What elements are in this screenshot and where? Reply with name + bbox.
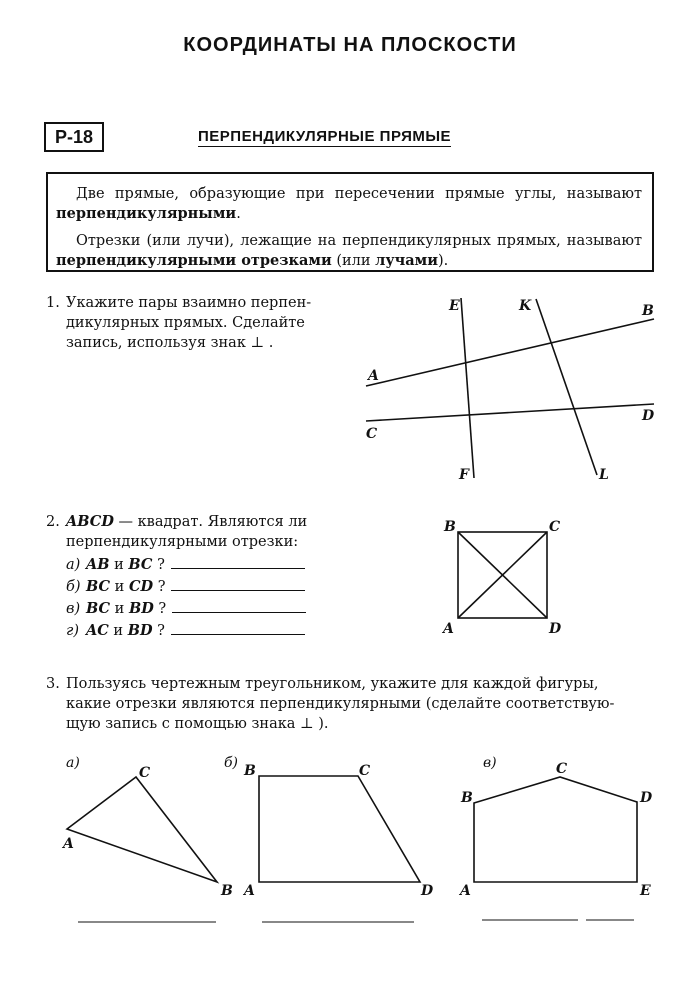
fig-b-label-A: A [244, 883, 255, 899]
fig-v-label-E: E [640, 883, 651, 899]
task-3-text: 3. Пользуясь чертежным треугольником, укажите для каждой фигуры, какие отрезки являются перпендикулярными (сделайте соответствую- щую запись с помощью знака ⊥ ). [46, 676, 615, 732]
fig-b-label-D: D [421, 883, 434, 899]
figure-a-triangle [67, 777, 217, 882]
task-2-options [66, 554, 346, 642]
option-a: а) AB и BC ? [66, 554, 346, 576]
section-number-box: Р-18 [44, 122, 104, 152]
fig-v-label-B: B [461, 790, 473, 806]
task-1-text: 1. Укажите пары взаимно перпен- дикулярных прямых. Сделайте запись, используя знак ⊥ . [46, 295, 312, 351]
option-v: в) BC и BD ? [66, 598, 346, 620]
figure-v-label: в) [483, 755, 497, 771]
answer-blank-g[interactable] [171, 622, 305, 635]
figure-a-label: а) [66, 755, 80, 771]
option-b: б) BC и CD ? [66, 576, 346, 598]
square-label-D: D [549, 621, 562, 637]
square-label-B: B [444, 519, 456, 535]
figure-b-label: б) [224, 755, 239, 771]
line-EF [461, 298, 474, 478]
fig-b-label-C: C [359, 763, 371, 779]
label-D: D [642, 408, 655, 424]
task-2-text: 2. ABCD — квадрат. Являются ли перпендикулярными отрезки: [46, 513, 308, 550]
label-K: K [519, 298, 532, 314]
figure-b-trapezoid [259, 776, 420, 882]
answer-blank-b[interactable] [171, 578, 305, 591]
label-F: F [459, 467, 469, 483]
term-rays: лучами [375, 252, 439, 269]
definition-paragraph-2: Отрезки (или лучи), лежащие на перпендикулярных прямых, называют перпендикулярными отрезками (или лучами). [56, 233, 642, 269]
answer-blank-v[interactable] [172, 600, 306, 613]
answer-blank-a[interactable] [171, 556, 305, 569]
term-perpendicular-segments: перпендикулярными отрезками [56, 252, 332, 269]
answer-lines-task-3 [78, 920, 634, 922]
label-B: B [642, 303, 654, 319]
figure-v-pentagon [474, 777, 637, 882]
fig-a-label-B: B [221, 883, 233, 899]
fig-a-label-C: C [139, 765, 151, 781]
fig-v-label-D: D [640, 790, 653, 806]
line-CD [366, 404, 654, 421]
definition-paragraph-1: Две прямые, образующие при пересечении прямые углы, называют перпендикулярными. [56, 186, 642, 222]
page-title: КООРДИНАТЫ НА ПЛОСКОСТИ [183, 34, 517, 56]
fig-v-label-C: C [556, 761, 568, 777]
square-label-C: C [549, 519, 561, 535]
option-g: г) AC и BD ? [66, 620, 346, 642]
fig-a-label-A: A [63, 836, 74, 852]
task-2-square [458, 532, 547, 618]
term-perpendicular: перпендикулярными [56, 205, 237, 222]
square-label-A: A [443, 621, 454, 637]
line-AB [366, 319, 654, 386]
task-1-diagram [366, 298, 654, 478]
label-C: C [366, 426, 378, 442]
label-A: A [368, 368, 379, 384]
label-L: L [599, 467, 609, 483]
fig-v-label-A: A [460, 883, 471, 899]
label-E: E [449, 298, 460, 314]
line-KL [536, 299, 597, 475]
section-title: ПЕРПЕНДИКУЛЯРНЫЕ ПРЯМЫЕ [198, 128, 452, 145]
fig-b-label-B: B [244, 763, 256, 779]
